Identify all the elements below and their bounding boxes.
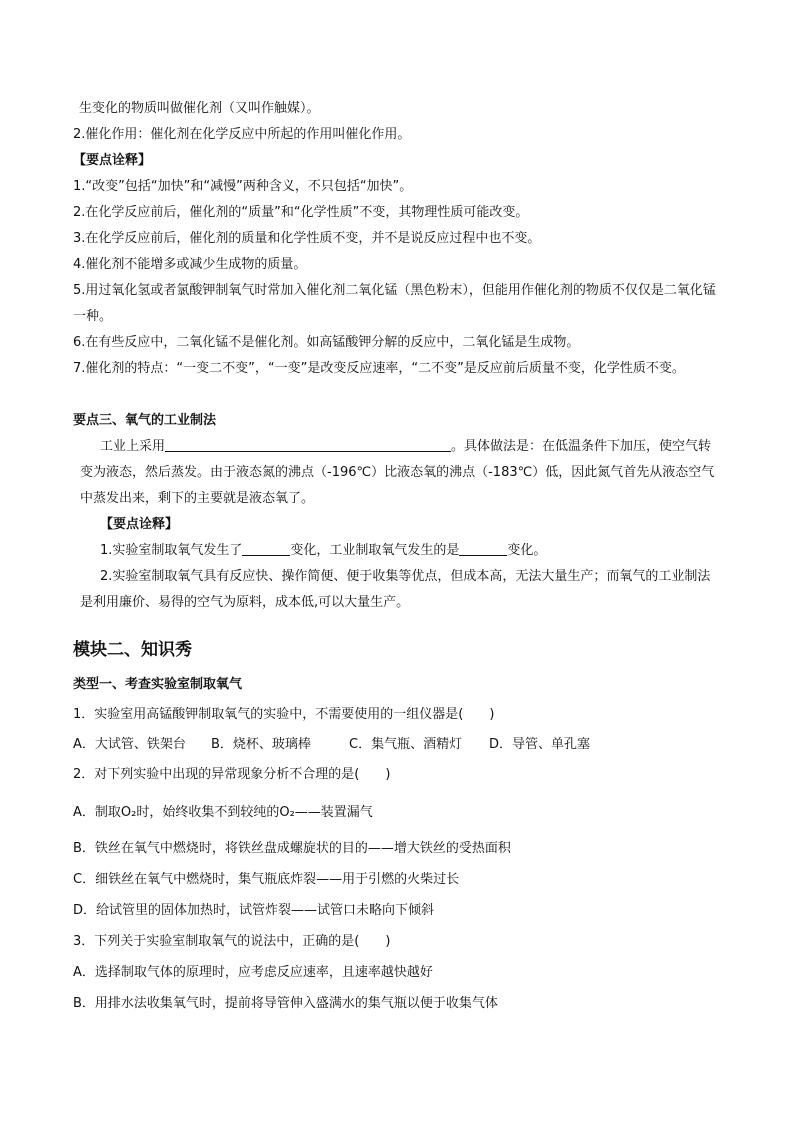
question-3: 3．下列关于实验室制取氧气的说法中，正确的是( ): [73, 934, 391, 949]
option-a[interactable]: A．制取O₂时，始终收集不到较纯的O₂——装置漏气: [73, 805, 373, 820]
module-heading: 模块二、知识秀: [73, 640, 192, 660]
option-d[interactable]: D．导管、单孔塞: [489, 737, 591, 752]
text-line: 4.催化剂不能增多或减少生成物的质量。: [73, 257, 307, 272]
text-line: 6.在有些反应中，二氧化锰不是催化剂。如高锰酸钾分解的反应中，二氧化锰是生成物。: [73, 335, 580, 350]
industrial-paragraph: [80, 434, 722, 512]
text-paragraph: 2.实验室制取氧气具有反应快、操作简便、便于收集等优点，但成本高，无法大量生产；而氧气的工业制法是利用廉价、易得的空气为原料，成本低,可以大量生产。: [80, 569, 711, 610]
text-line: 3.在化学反应前后，催化剂的质量和化学性质不变，并不是说反应过程中也不变。: [73, 231, 541, 246]
text-span: 1.实验室制取氧气发生了: [100, 543, 243, 558]
question-2: 2．对下列实验中出现的异常现象分析不合理的是( ): [73, 767, 391, 782]
text-line: 1.“改变”包括“加快”和“减慢”两种含义，不只包括“加快”。: [73, 179, 413, 194]
section-note-heading: 【要点诠释】: [73, 153, 152, 168]
text-line: 生变化的物质叫做催化剂（又叫作触媒）。: [79, 101, 320, 116]
section-heading: 要点三、氧气的工业制法: [73, 413, 217, 428]
option-d[interactable]: D．给试管里的固体加热时，试管炸裂——试管口未略向下倾斜: [73, 903, 435, 918]
fill-blank[interactable]: [165, 437, 451, 452]
fill-blank[interactable]: [459, 541, 507, 556]
text-span: 工业上采用: [100, 439, 166, 454]
type-heading: 类型一、考查实验室制取氧气: [73, 677, 243, 692]
text-span: 变化。: [507, 543, 547, 558]
question-1-options: [73, 732, 723, 758]
option-c[interactable]: C．细铁丝在氧气中燃烧时，集气瓶底炸裂——用于引燃的火柴过长: [73, 872, 460, 887]
text-paragraph: 7.催化剂的特点：“一变二不变”，“一变”是改变反应速率，“二不变”是反应前后质量不变，化学性质不变。: [73, 361, 685, 376]
question-1: 1．实验室用高锰酸钾制取氧气的实验中，不需要使用的一组仪器是( ): [73, 707, 495, 722]
option-a[interactable]: A．选择制取气体的原理时，应考虑反应速率，且速率越快越好: [73, 965, 433, 980]
option-b[interactable]: B．铁丝在氧气中燃烧时，将铁丝盘成螺旋状的目的——增大铁丝的受热面积: [73, 841, 511, 856]
text-span: 变化，工业制取氧气发生的是: [290, 543, 460, 558]
option-b[interactable]: B．用排水法收集氧气时，提前将导管伸入盛满水的集气瓶以便于收集气体: [73, 996, 498, 1011]
fill-blank[interactable]: [242, 541, 290, 556]
note-line: [100, 538, 750, 564]
section-note-heading: 【要点诠释】: [100, 517, 179, 532]
option-b[interactable]: B．烧杯、玻璃棒: [211, 737, 311, 752]
text-paragraph: 5.用过氧化氢或者氯酸钾制氧气时常加入催化剂二氧化锰（黑色粉末），但能用作催化剂的物质不仅仅是二氧化锰一种。: [73, 283, 716, 324]
text-line: 2.在化学反应前后，催化剂的“质量”和“化学性质”不变，其物理性质可能改变。: [73, 205, 529, 220]
text-line: 2.催化作用：催化剂在化学反应中所起的作用叫催化作用。: [73, 127, 411, 142]
text-span: 。具体做法是：在低温条件下加压，使空气转变为液态，然后蒸发。由于液态氮的沸点（-196℃）比液态氧的沸点（-183℃）低，因此氮气首先从液态空气中蒸发出来，剩下的主要就是液态氧了。: [80, 439, 715, 506]
option-c[interactable]: C．集气瓶、酒精灯: [349, 737, 463, 752]
option-a[interactable]: A．大试管、铁架台: [73, 737, 186, 752]
